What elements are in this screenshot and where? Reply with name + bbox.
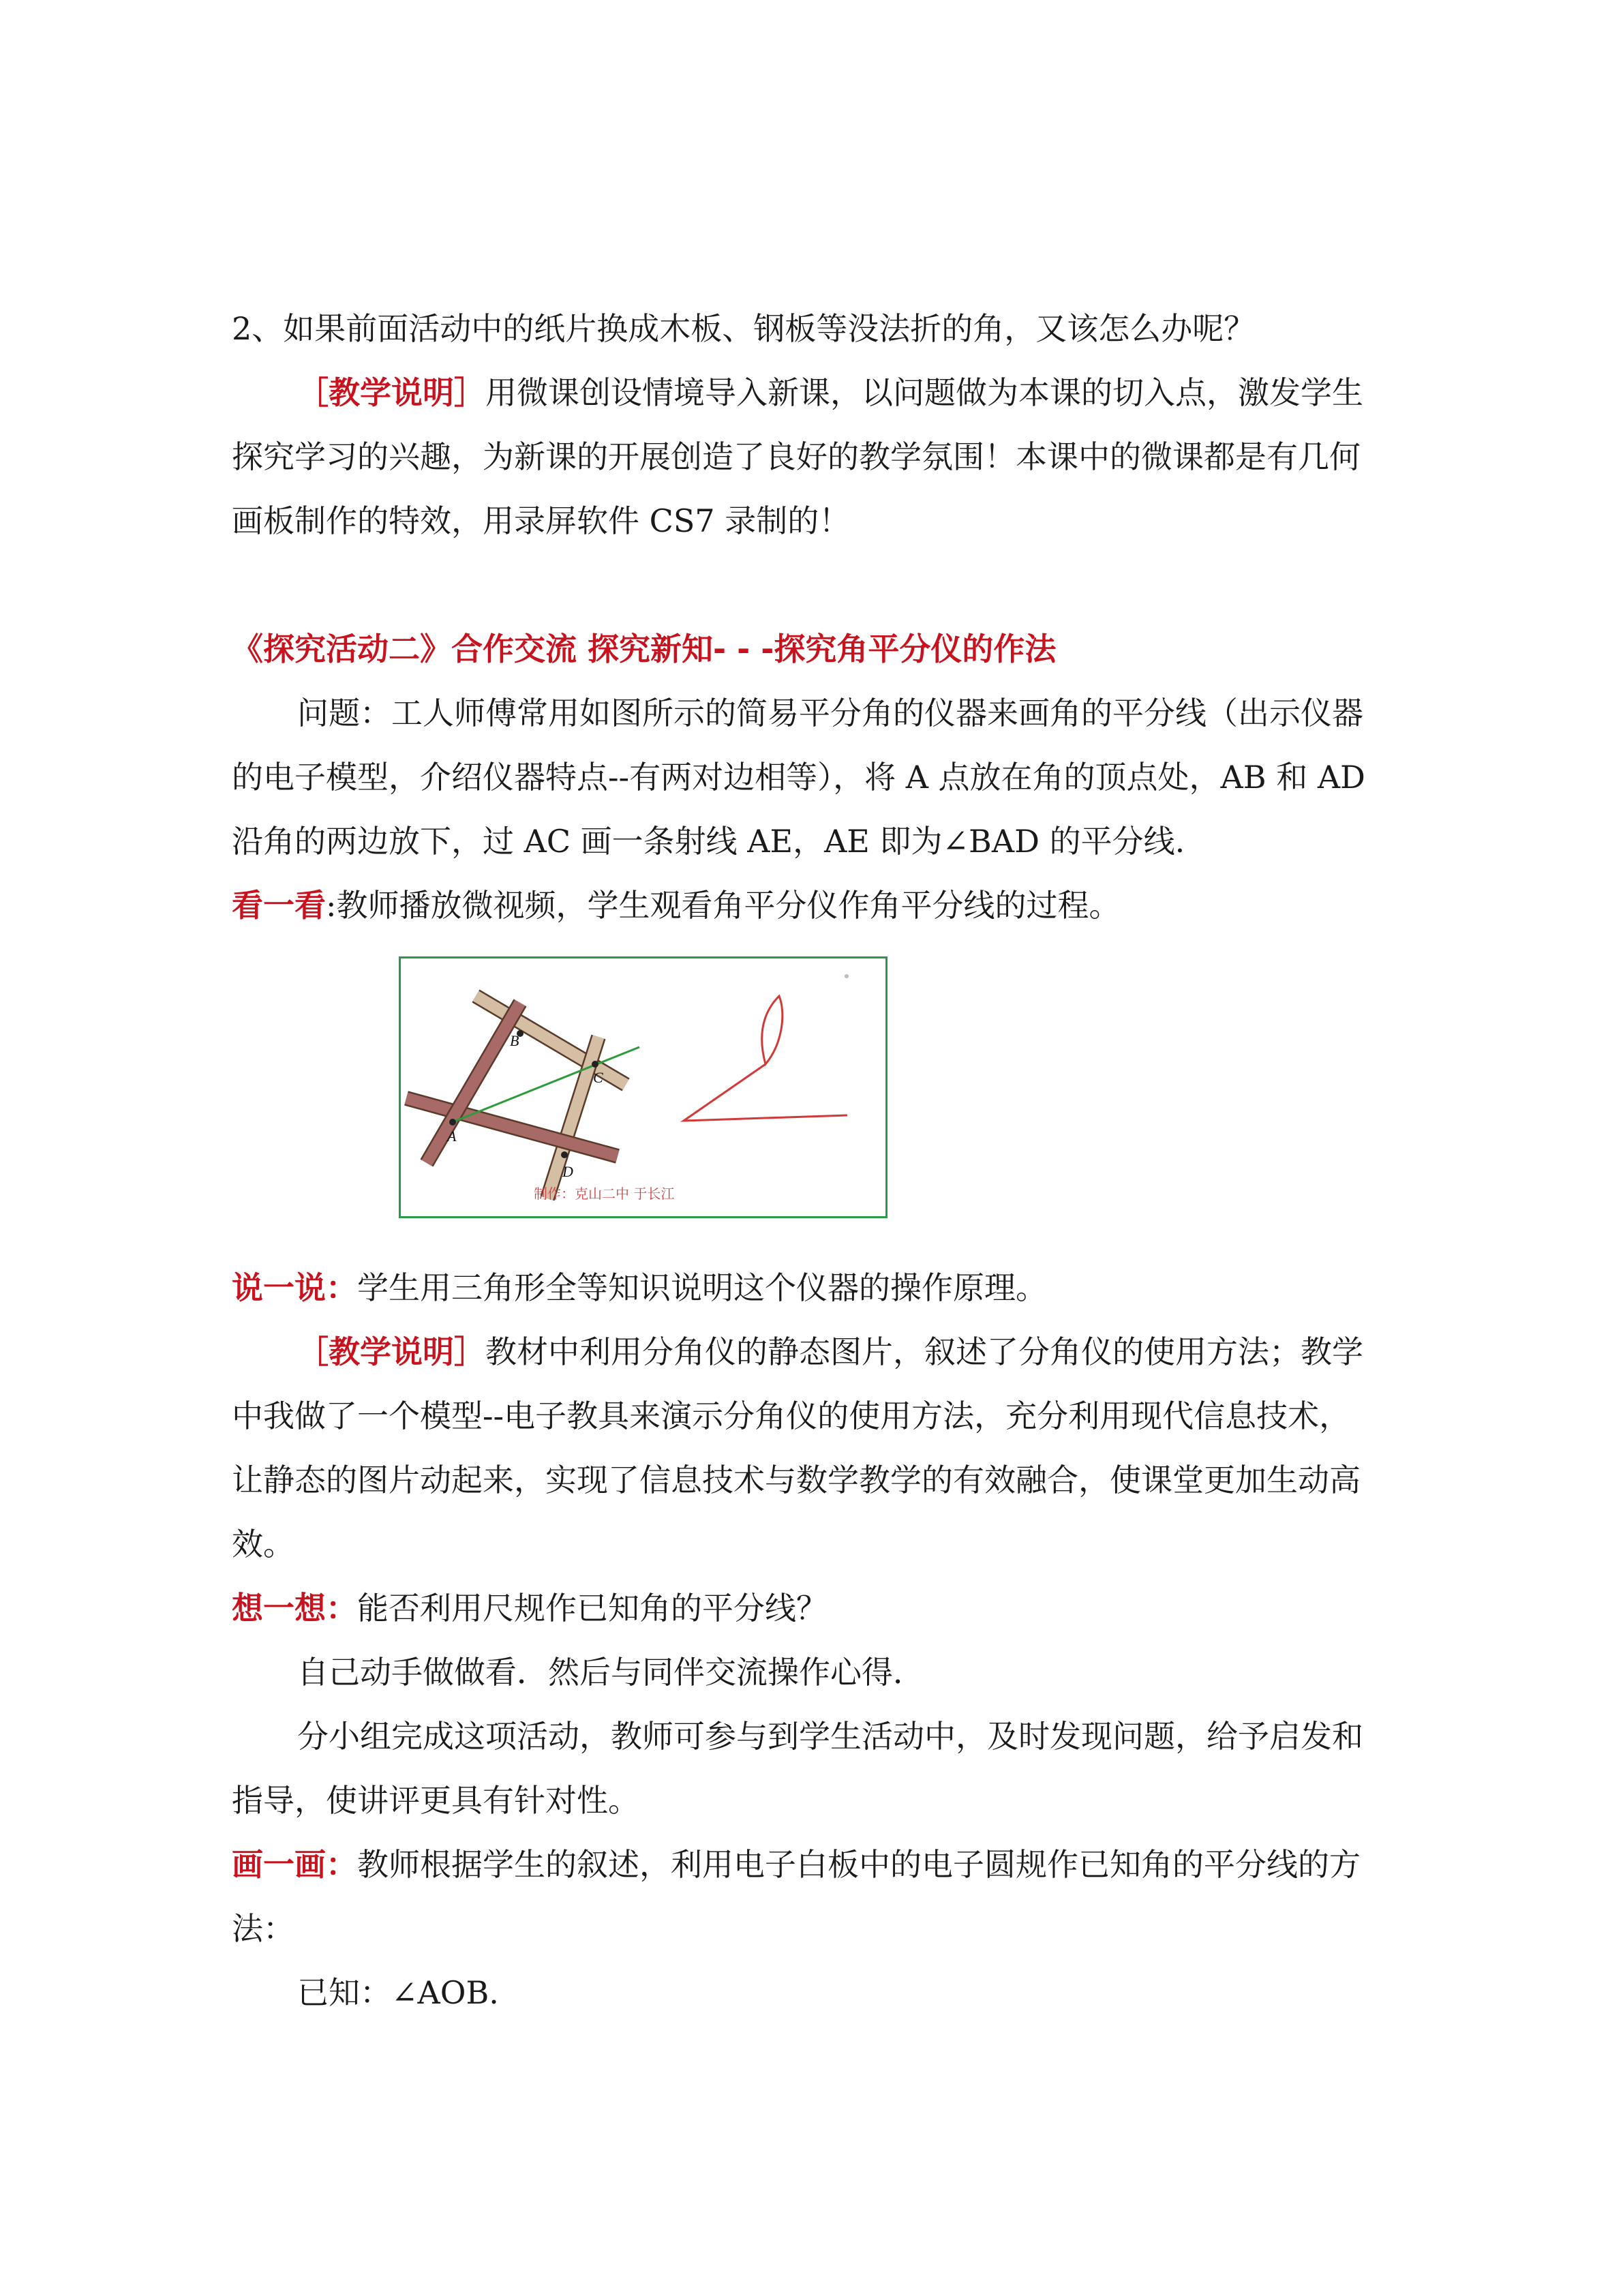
look-text: :教师播放微视频，学生观看角平分仪作角平分线的过程。 <box>326 887 1121 924</box>
think-text: 能否利用尺规作已知角的平分线？ <box>357 1590 828 1627</box>
point-d <box>561 1151 568 1158</box>
teaching-note-2-text: 教材中利用分角仪的静态图片，叙述了分角仪的使用方法；教学中我做了一个模型--电子教具来演示分角仪的使用方法，充分利用现代信息技术，让静态的图片动起来，实现了信息技术与数学教学的有效融合，使课堂更加生动高效。 <box>232 1333 1363 1562</box>
teaching-note-2 <box>232 1320 1377 1576</box>
bisector-instrument-diagram <box>401 958 885 1216</box>
problem-text: 问题：工人师傅常用如图所示的简易平分角的仪器来画角的平分线（出示仪器的电子模型，介绍仪器特点--有两对边相等），将 A 点放在角的顶点处，AB 和 AD 沿角的两边放下，过 AC 画一条射线 AE，AE 即为∠BAD 的平分线. <box>232 695 1365 860</box>
label-a: A <box>447 1128 457 1145</box>
say-paragraph <box>232 1256 1377 1320</box>
teaching-note-label: ［教学说明］ <box>297 374 485 411</box>
angle-bisector-figure <box>399 956 888 1218</box>
figure-caption: 制作：克山二中 于长江 <box>534 1185 675 1202</box>
section-title: 《探究活动二》合作交流 探究新知- - -探究角平分仪的作法 <box>232 631 1057 667</box>
look-paragraph <box>232 873 1377 937</box>
drawn-angle <box>684 1064 847 1121</box>
teaching-note-text: 用微课创设情境导入新课，以问题做为本课的切入点，激发学生探究学习的兴趣，为新课的开展创造了良好的教学氛围！本课中的微课都是有几何画板制作的特效，用录屏软件 CS7 录制的！ <box>232 374 1363 539</box>
teaching-note-1 <box>232 361 1377 553</box>
say-text: 学生用三角形全等知识说明这个仪器的操作原理。 <box>357 1269 1047 1306</box>
bisector-tool-tip <box>762 996 783 1064</box>
given-text: 已知：∠AOB. <box>297 1974 499 2011</box>
point-a <box>449 1119 456 1126</box>
look-label: 看一看 <box>232 887 326 924</box>
draw-label: 画一画： <box>232 1846 357 1883</box>
try-it-text: 自己动手做做看．然后与同伴交流操作心得． <box>297 1654 924 1691</box>
label-b: B <box>510 1032 519 1049</box>
draw-paragraph <box>232 1832 1377 1961</box>
think-paragraph <box>232 1576 1377 1640</box>
think-label: 想一想： <box>232 1590 357 1627</box>
draw-text: 教师根据学生的叙述，利用电子白板中的电子圆规作已知角的平分线的方法： <box>232 1846 1361 1947</box>
question-2: 2、如果前面活动中的纸片换成木板、钢板等没法折的角，又该怎么办呢？ <box>232 310 1256 347</box>
label-c: C <box>593 1069 603 1086</box>
label-d: D <box>562 1163 573 1180</box>
say-label: 说一说： <box>232 1269 357 1306</box>
teaching-note-2-label: ［教学说明］ <box>297 1333 485 1370</box>
group-activity-text: 分小组完成这项活动，教师可参与到学生活动中，及时发现问题，给予启发和指导，使讲评更具有针对性。 <box>232 1718 1363 1819</box>
corner-dot <box>845 974 849 978</box>
bar-ab <box>427 1003 520 1163</box>
point-c <box>592 1061 598 1068</box>
